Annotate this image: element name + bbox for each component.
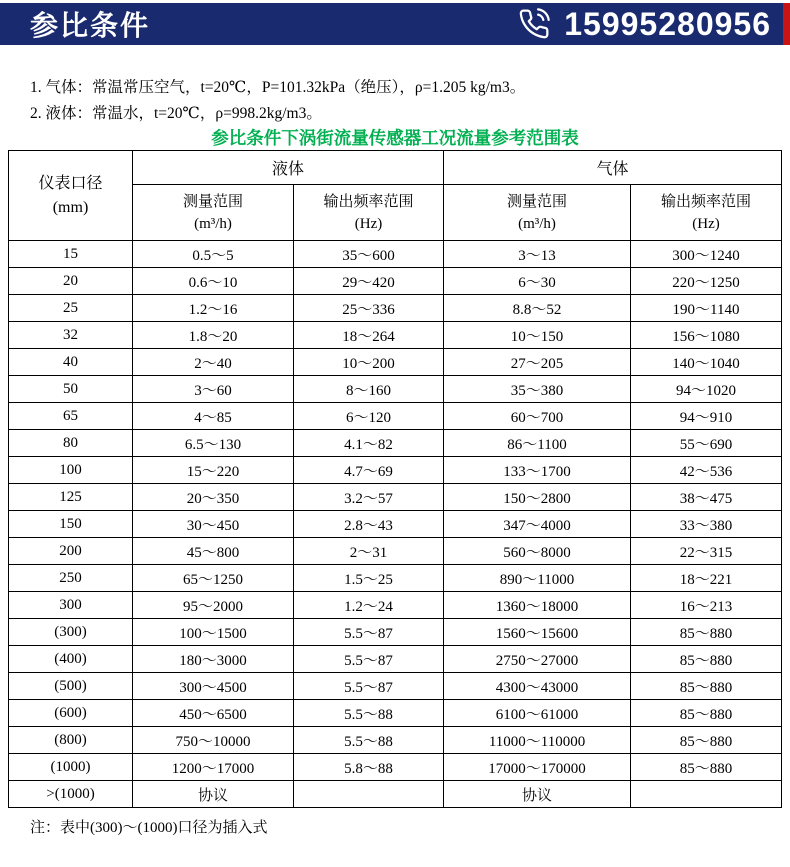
diameter-cell: 150 [9, 511, 133, 538]
gas-frequency-label: 输出频率范围 [661, 193, 752, 210]
table-row [9, 349, 782, 376]
range-cell: 18～264 [294, 322, 444, 349]
range-cell: 8～160 [294, 376, 444, 403]
table-row [9, 592, 782, 619]
range-cell: 4～85 [133, 403, 294, 430]
range-cell: 10～200 [294, 349, 444, 376]
range-cell: 85～880 [631, 754, 782, 781]
range-cell: 15～220 [133, 457, 294, 484]
diameter-cell: 250 [9, 565, 133, 592]
range-cell: 42～536 [631, 457, 782, 484]
diameter-cell: 40 [9, 349, 133, 376]
table-group-header-row [9, 151, 782, 185]
range-cell: 133～1700 [444, 457, 631, 484]
range-cell: 140～1040 [631, 349, 782, 376]
table-row [9, 619, 782, 646]
range-cell: 8.8～52 [444, 295, 631, 322]
liquid-range-unit: (m³/h) [194, 215, 232, 232]
column-group-gas: 气体 [444, 151, 782, 185]
liquid-frequency-unit: (Hz) [354, 215, 383, 232]
phone-icon [518, 8, 550, 40]
range-cell: 33～380 [631, 511, 782, 538]
range-cell: 20～350 [133, 484, 294, 511]
range-cell: 10～150 [444, 322, 631, 349]
range-cell: 560～8000 [444, 538, 631, 565]
diameter-cell: 15 [9, 241, 133, 268]
range-cell: 5.5～88 [294, 727, 444, 754]
diameter-cell: (300) [9, 619, 133, 646]
column-header-liquid-frequency [294, 185, 444, 241]
table-row [9, 322, 782, 349]
column-header-diameter [9, 151, 133, 241]
range-cell: 5.5～88 [294, 700, 444, 727]
range-cell: 25～336 [294, 295, 444, 322]
condition-liquid: 2. 液体：常温水，t=20℃，ρ=998.2kg/m3。 [30, 105, 322, 122]
range-cell: 0.6～10 [133, 268, 294, 295]
range-cell: 156～1080 [631, 322, 782, 349]
range-cell: 55～690 [631, 430, 782, 457]
range-cell: 190～1140 [631, 295, 782, 322]
range-cell: 220～1250 [631, 268, 782, 295]
range-cell: 1200～17000 [133, 754, 294, 781]
diameter-cell: (600) [9, 700, 133, 727]
range-cell: 4.1～82 [294, 430, 444, 457]
table-row [9, 727, 782, 754]
range-cell: 协议 [133, 781, 294, 808]
diameter-cell: (1000) [9, 754, 133, 781]
table-row [9, 700, 782, 727]
range-cell: 5.5～87 [294, 646, 444, 673]
range-cell: 35～600 [294, 241, 444, 268]
range-cell: 60～700 [444, 403, 631, 430]
diameter-cell: (400) [9, 646, 133, 673]
range-cell: 6～30 [444, 268, 631, 295]
range-cell: 94～910 [631, 403, 782, 430]
diameter-cell: (500) [9, 673, 133, 700]
range-cell: 协议 [444, 781, 631, 808]
table-row [9, 376, 782, 403]
range-cell: 35～380 [444, 376, 631, 403]
range-cell: 4300～43000 [444, 673, 631, 700]
accent-bar [783, 3, 790, 45]
table-row [9, 781, 782, 808]
diameter-cell: 65 [9, 403, 133, 430]
range-cell: 29～420 [294, 268, 444, 295]
range-cell: 3～13 [444, 241, 631, 268]
range-cell: 85～880 [631, 700, 782, 727]
gas-frequency-unit: (Hz) [692, 215, 720, 232]
column-group-liquid: 液体 [133, 151, 444, 185]
range-cell: 450～6500 [133, 700, 294, 727]
range-cell: 45～800 [133, 538, 294, 565]
range-cell: 95～2000 [133, 592, 294, 619]
range-cell: 1.5～25 [294, 565, 444, 592]
range-cell: 3.2～57 [294, 484, 444, 511]
range-cell: 2750～27000 [444, 646, 631, 673]
liquid-range-label: 测量范围 [182, 193, 243, 210]
range-cell: 85～880 [631, 619, 782, 646]
table-row [9, 403, 782, 430]
table-row [9, 646, 782, 673]
table-row [9, 295, 782, 322]
table-row [9, 241, 782, 268]
range-cell: 0.5～5 [133, 241, 294, 268]
range-cell: 1.2～16 [133, 295, 294, 322]
liquid-frequency-label: 输出频率范围 [323, 193, 414, 210]
table-row [9, 565, 782, 592]
table-title: 参比条件下涡街流量传感器工况流量参考范围表 [211, 128, 579, 148]
diameter-cell: 25 [9, 295, 133, 322]
diameter-cell: 20 [9, 268, 133, 295]
range-cell: 4.7～69 [294, 457, 444, 484]
page-title: 参比条件 [30, 10, 151, 41]
phone-number: 15995280956 [564, 5, 771, 42]
diameter-cell: 80 [9, 430, 133, 457]
column-header-liquid-range [133, 185, 294, 241]
range-cell: 1360～18000 [444, 592, 631, 619]
range-cell: 2～31 [294, 538, 444, 565]
range-cell: 85～880 [631, 673, 782, 700]
table-row [9, 754, 782, 781]
header-bar [0, 3, 790, 45]
reference-conditions [30, 75, 790, 127]
diameter-cell: (800) [9, 727, 133, 754]
range-cell: 6～120 [294, 403, 444, 430]
range-cell: 11000～110000 [444, 727, 631, 754]
range-cell: 180～3000 [133, 646, 294, 673]
page [0, 3, 790, 867]
condition-gas: 1. 气体：常温常压空气，t=20℃，P=101.32kPa（绝压），ρ=1.205 kg/m3。 [30, 79, 526, 96]
diameter-cell: 125 [9, 484, 133, 511]
range-cell: 6.5～130 [133, 430, 294, 457]
range-cell: 300～1240 [631, 241, 782, 268]
range-cell: 5.5～87 [294, 673, 444, 700]
range-cell: 2～40 [133, 349, 294, 376]
column-header-gas-range [444, 185, 631, 241]
range-cell: 6100～61000 [444, 700, 631, 727]
table-body [9, 241, 782, 808]
table-row [9, 538, 782, 565]
table-row [9, 457, 782, 484]
range-cell: 100～1500 [133, 619, 294, 646]
range-cell: 5.8～88 [294, 754, 444, 781]
table-row [9, 484, 782, 511]
gas-range-label: 测量范围 [507, 193, 568, 210]
range-cell: 38～475 [631, 484, 782, 511]
table-row [9, 268, 782, 295]
range-cell: 22～315 [631, 538, 782, 565]
gas-range-unit: (m³/h) [518, 215, 556, 232]
range-cell: 1.2～24 [294, 592, 444, 619]
table-row [9, 673, 782, 700]
column-header-diameter-label: 仪表口径 [38, 174, 103, 192]
range-cell: 5.5～87 [294, 619, 444, 646]
column-header-gas-frequency [631, 185, 782, 241]
range-cell: 150～2800 [444, 484, 631, 511]
range-cell: 85～880 [631, 646, 782, 673]
range-cell: 65～1250 [133, 565, 294, 592]
range-cell: 300～4500 [133, 673, 294, 700]
range-cell: 27～205 [444, 349, 631, 376]
range-cell: 94～1020 [631, 376, 782, 403]
range-cell: 85～880 [631, 727, 782, 754]
range-cell [631, 781, 782, 808]
range-cell: 1.8～20 [133, 322, 294, 349]
table-row [9, 430, 782, 457]
diameter-cell: 200 [9, 538, 133, 565]
diameter-cell: 50 [9, 376, 133, 403]
header-main [0, 3, 783, 45]
range-cell: 1560～15600 [444, 619, 631, 646]
range-cell: 16～213 [631, 592, 782, 619]
table-row [9, 511, 782, 538]
range-cell [294, 781, 444, 808]
range-cell: 18～221 [631, 565, 782, 592]
range-cell: 2.8～43 [294, 511, 444, 538]
flow-range-table [8, 150, 782, 808]
diameter-cell: 100 [9, 457, 133, 484]
diameter-cell: 32 [9, 322, 133, 349]
range-cell: 17000～170000 [444, 754, 631, 781]
diameter-cell: 300 [9, 592, 133, 619]
phone-contact[interactable] [518, 6, 771, 43]
range-cell: 86～1100 [444, 430, 631, 457]
range-cell: 890～11000 [444, 565, 631, 592]
table-footnote: 注：表中(300)～(1000)口径为插入式 [30, 820, 268, 836]
range-cell: 30～450 [133, 511, 294, 538]
range-cell: 3～60 [133, 376, 294, 403]
diameter-cell: >(1000) [9, 781, 133, 808]
range-cell: 750～10000 [133, 727, 294, 754]
range-cell: 347～4000 [444, 511, 631, 538]
column-header-diameter-unit: (mm) [52, 198, 89, 216]
